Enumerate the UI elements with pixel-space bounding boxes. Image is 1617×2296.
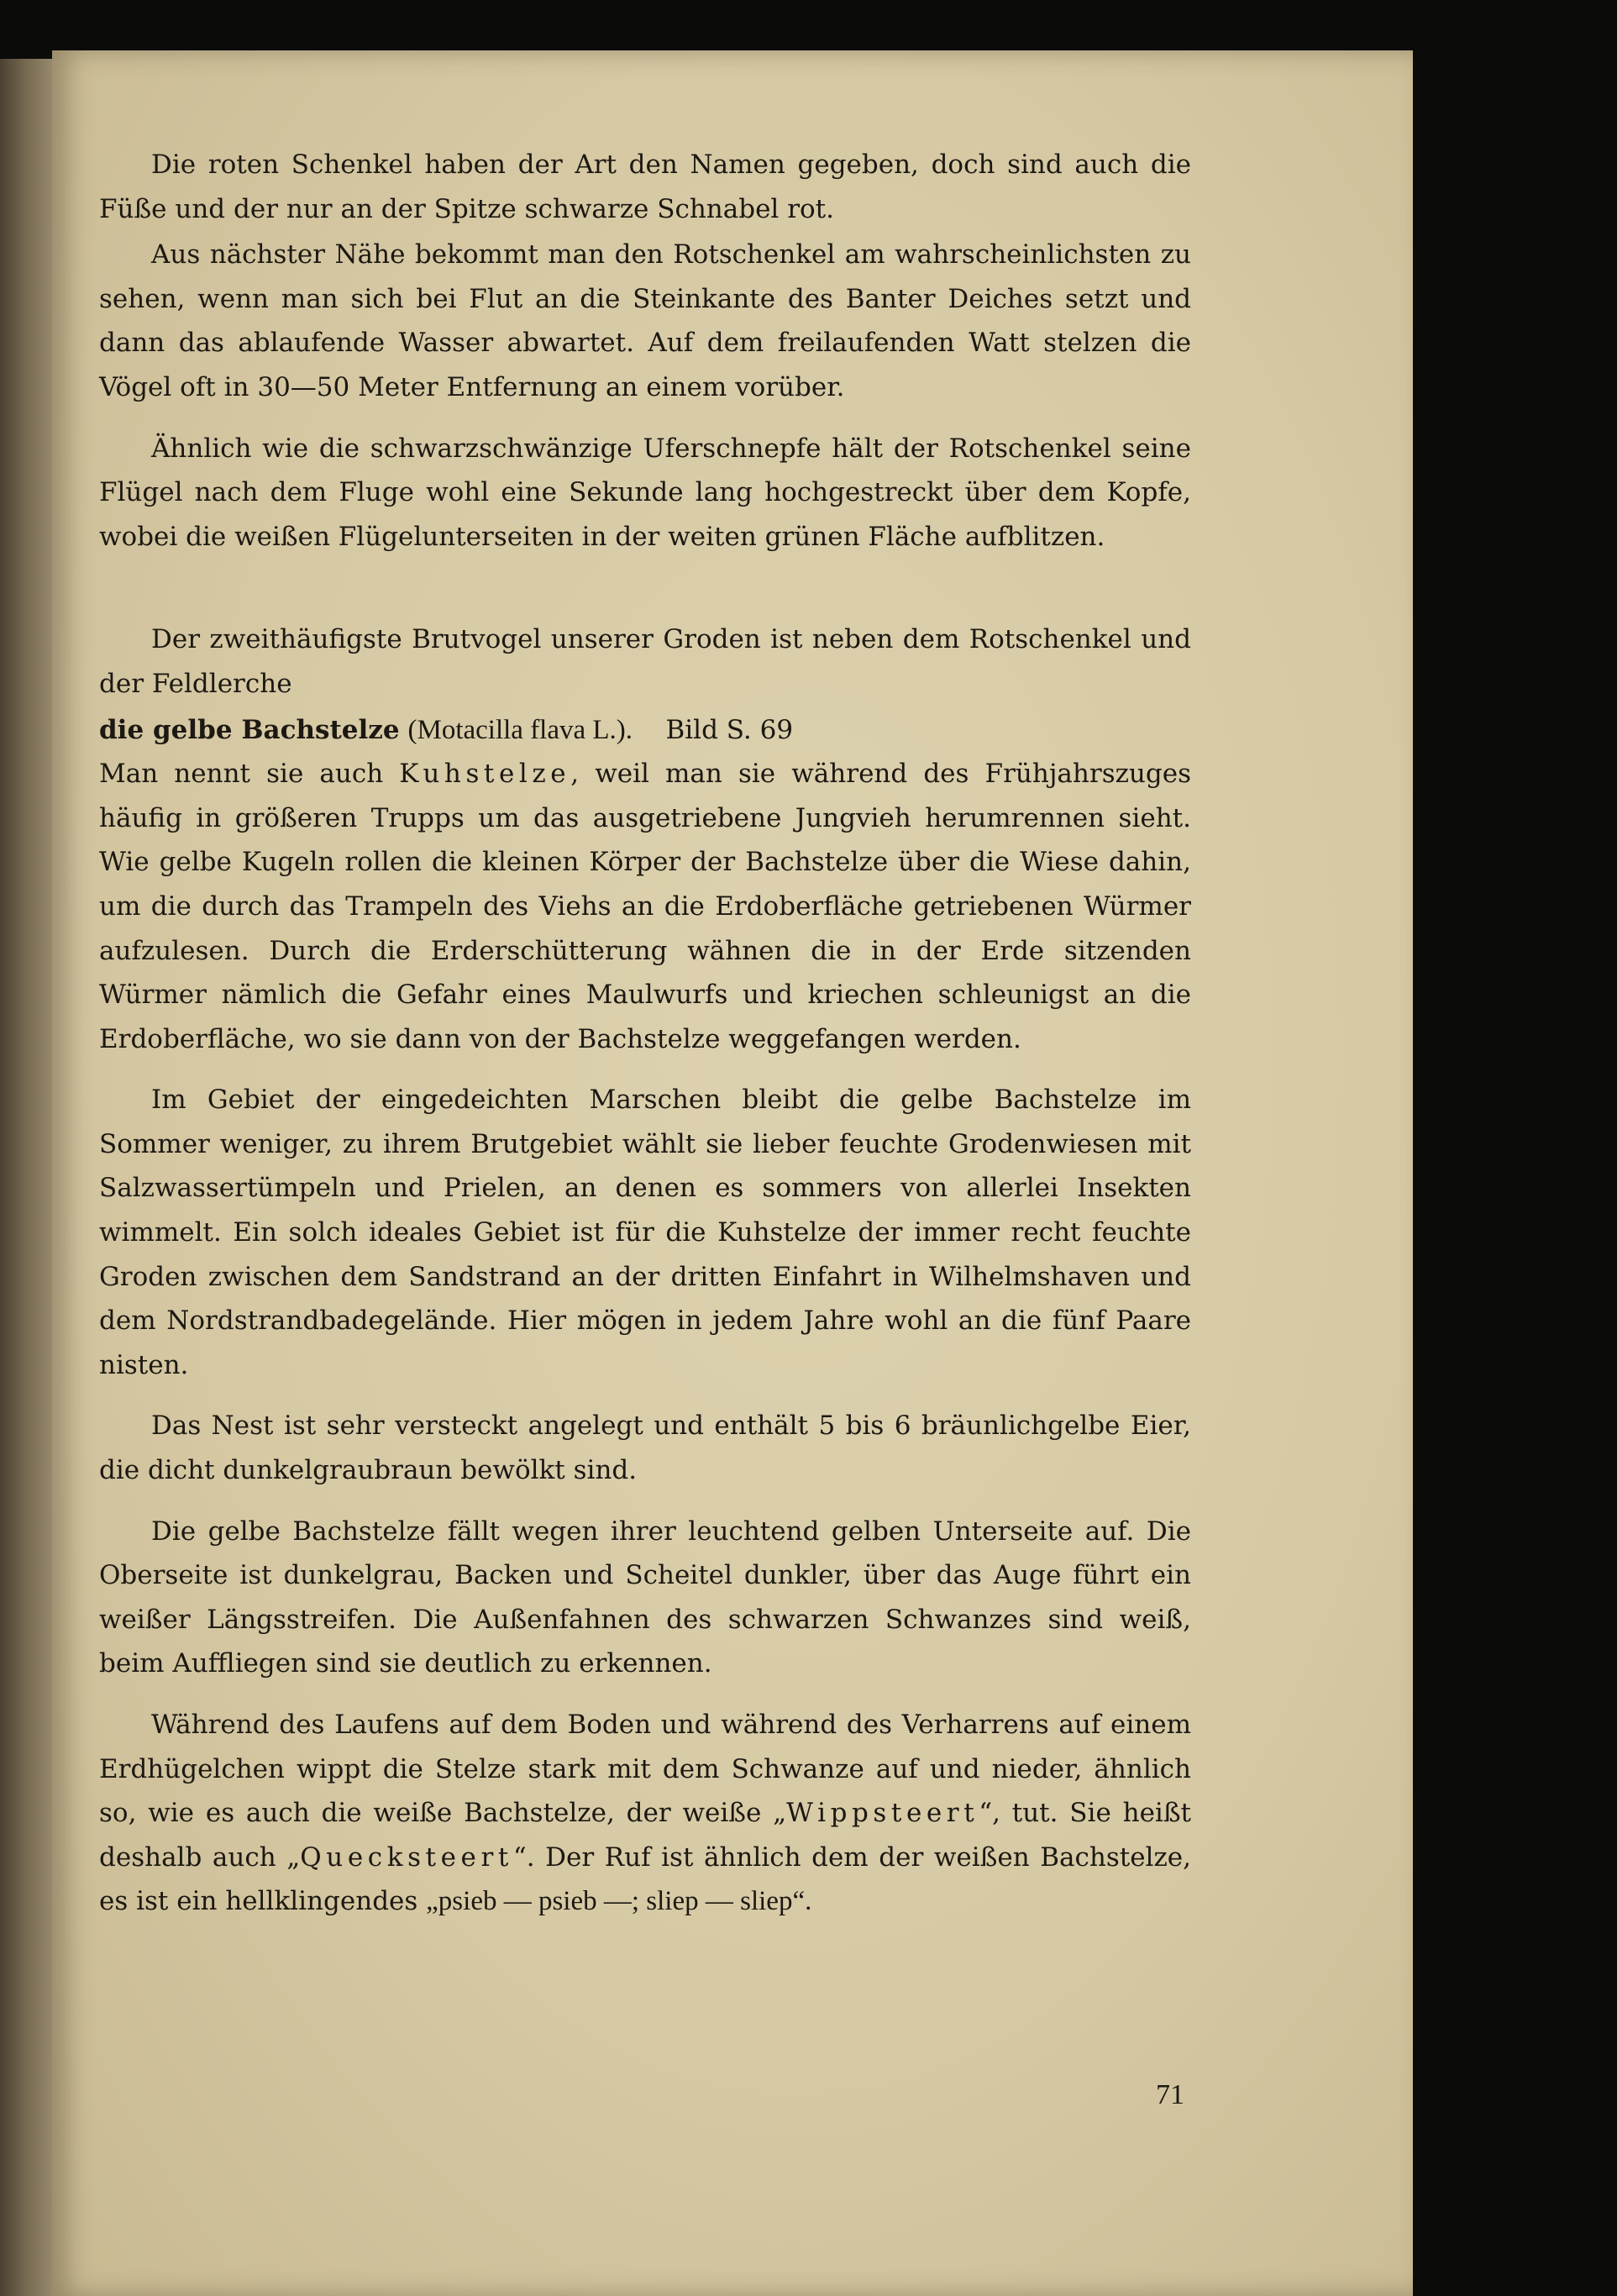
paragraph-kuhstelze: [99, 752, 1191, 1061]
species-name: die gelbe Bachstelze: [99, 714, 400, 745]
species-latin-name: (Motacilla flava L.).: [407, 714, 633, 745]
text-run: Während des Laufens auf dem Boden und während des Verharrens auf einem Erdhügelchen wippt die Stelze stark mit dem Schwanze auf und nieder, ähnlich so, wie es auch die weiße Bachstelze, der weiße „: [99, 1710, 1191, 1829]
text-run: Man nennt sie auch: [99, 759, 400, 790]
paragraph-observation: Aus nächster Nähe bekommt man den Rotschenkel am wahrscheinlichsten zu sehen, wenn man sich bei Flut an die Steinkante des Banter Deiches setzt und dann das ablaufende Wasser abwartet. Auf dem freilaufenden Watt stelzen die Vögel oft in 30—50 Meter Entfernung an einem vorüber.: [99, 239, 1191, 402]
paragraph-plumage: Die gelbe Bachstelze fällt wegen ihrer leuchtend gelben Unterseite auf. Die Oberseite ist dunkelgrau, Backen und Scheitel dunkler, über das Auge führt ein weißer Längsstreifen. Die Außenfahnen des schwarzen Schwanzes sind weiß, beim Auffliegen sind sie deutlich zu erkennen.: [99, 1516, 1191, 1679]
species-heading: [99, 708, 1191, 753]
paragraph-second-breeder: Der zweithäufigste Brutvogel unserer Groden ist neben dem Rotschenkel und der Feldlerche: [99, 624, 1191, 699]
spaced-term-quecksteert: Quecksteert: [300, 1842, 513, 1873]
paragraph-habitat: Im Gebiet der eingedeichten Marschen bleibt die gelbe Bachstelze im Sommer weniger, zu ihrem Brutgebiet wählt sie lieber feuchte Grodenwiesen mit Salzwassertümpeln und Prielen, an denen es sommers von allerlei Insekten wimmelt. Ein solch ideales Gebiet ist für die Kuhstelze der immer recht feuchte Groden zwischen dem Sandstrand an der dritten Einfahrt in Wilhelmshaven und dem Nordstrandbadegelände. Hier mögen in jedem Jahre wohl an die fünf Paare nisten.: [99, 1085, 1191, 1380]
paragraph-wings: Ähnlich wie die schwarzschwänzige Uferschnepfe hält der Rotschenkel seine Flügel nach dem Fluge wohl eine Sekunde lang hochgestreckt über dem Kopfe, wobei die weißen Flügelunterseiten in der weiten grünen Fläche aufblitzen.: [99, 433, 1191, 552]
text-run: “. Der Ruf ist ähnlich dem der weißen Bachstelze, es ist ein hellklingendes: [99, 1842, 1191, 1917]
page-number: 71: [1156, 2079, 1184, 2110]
paragraph-nest: Das Nest ist sehr versteckt angelegt und enthält 5 bis 6 bräunlichgelbe Eier, die dicht dunkelgraubraun bewölkt sind.: [99, 1411, 1191, 1486]
text-run: , weil man sie während des Frühjahrszuges häufig in größeren Trupps um das ausgetriebene Jungvieh herumrennen sieht. Wie gelbe Kugeln rollen die kleinen Körper der Bachstelze über die Wiese dahin, um die durch das Trampeln des Viehs an die Erdoberfläche getriebenen Würmer aufzulesen. Durch die Erderschütterung wähnen die in der Erde sitzenden Würmer nämlich die Gefahr eines Maulwurfs und kriechen schleunigst an die Erdoberfläche, wo sie dann von der Bachstelze weggefangen werden.: [99, 759, 1191, 1054]
spaced-term-kuhstelze: Kuhstelze: [399, 759, 571, 790]
page-text: [99, 143, 1191, 1941]
spaced-term-wippsteert: Wippsteert: [786, 1798, 979, 1829]
paragraph-red-legs: Die roten Schenkel haben der Art den Namen gegeben, doch sind auch die Füße und der nur an der Spitze schwarze Schnabel rot.: [99, 150, 1191, 224]
paragraph-behaviour: [99, 1703, 1191, 1924]
bird-call: „psieb — psieb —; sliep — sliep“.: [426, 1886, 812, 1917]
figure-reference: Bild S. 69: [665, 714, 794, 745]
text-run: “, tut. Sie heißt deshalb auch „: [99, 1798, 1191, 1873]
